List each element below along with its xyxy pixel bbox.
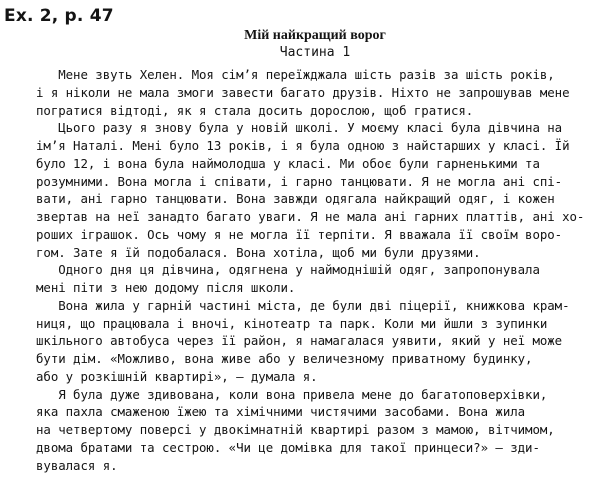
text-line: ім’я Наталі. Мені було 13 років, і я була одною з найстарших у класі. Їй: [36, 138, 570, 153]
text-line: яка пахла смаженою їжею та хімічними чистячими засобами. Вона жила: [36, 404, 526, 420]
text-line: роших іграшок. Ось чому я не могла її терпіти. Я вважала її своїм воро-: [36, 226, 563, 242]
text-line: шкільного автобуса через її район, я намагалася уявити, який у неї може: [36, 333, 563, 349]
exercise-reference: Ex. 2, p. 47: [4, 6, 114, 26]
text-line: бути дім. «Можливо, вона живе або у величезному приватному будинку,: [36, 351, 533, 366]
text-line: було 12, і вона була наймолодша у класі. Ми обоє були гарненькими та: [36, 155, 540, 171]
text-line: Цього разу я знову була у новій школі. У моєму класі була дівчина на: [36, 120, 563, 136]
text-line: вувалася я.: [36, 457, 118, 473]
text-line: Вона жила у гарній частині міста, де були дві піцерії, книжкова крам-: [36, 297, 570, 313]
text-line: гом. Зате я їй подобалася. Вона хотіла, щоб ми були друзями.: [36, 244, 481, 260]
text-line: ниця, що працювала і вночі, кінотеатр та парк. Коли ми йшли з зупинки: [36, 315, 548, 331]
text-line: або у розкішній квартирі», — думала я.: [36, 368, 318, 384]
text-line: звертав на неї занадто багато уваги. Я не мала ані гарних платтів, ані хо-: [36, 209, 585, 224]
text-line: Мене звуть Хелен. Моя сім’я переїжджала шість разів за шість років,: [36, 67, 555, 82]
story-part-label: Частина 1: [279, 45, 351, 60]
text-line: Я була дуже здивована, коли вона привела мене до багатоповерхівки,: [36, 386, 548, 402]
text-line: на четвертому поверсі у двокімнатній квартирі разом з мамою, вітчимом,: [36, 422, 555, 437]
text-line: Одного дня ця дівчина, одягнена у наймоднішій одяг, запропонувала: [36, 262, 540, 278]
story-title: Мій найкращий ворог: [244, 28, 386, 43]
text-line: і я ніколи не мала змоги завести багато друзів. Ніхто не запрошував мене: [36, 84, 570, 100]
text-line: погратися відтоді, як я стала досить дорослою, щоб гратися.: [36, 102, 474, 118]
text-line: мені піти з нею додому після школи.: [36, 280, 296, 295]
text-line: двома братами та сестрою. «Чи це домівка для такої принцеси?» — зди-: [36, 439, 540, 455]
story-body: [36, 66, 596, 474]
text-line: вати, ані гарно танцювати. Вона завжди одягала найкращий одяг, і кожен: [36, 191, 555, 207]
text-line: розумними. Вона могла і співати, і гарно танцювати. Я не могла ані спі-: [36, 173, 563, 189]
